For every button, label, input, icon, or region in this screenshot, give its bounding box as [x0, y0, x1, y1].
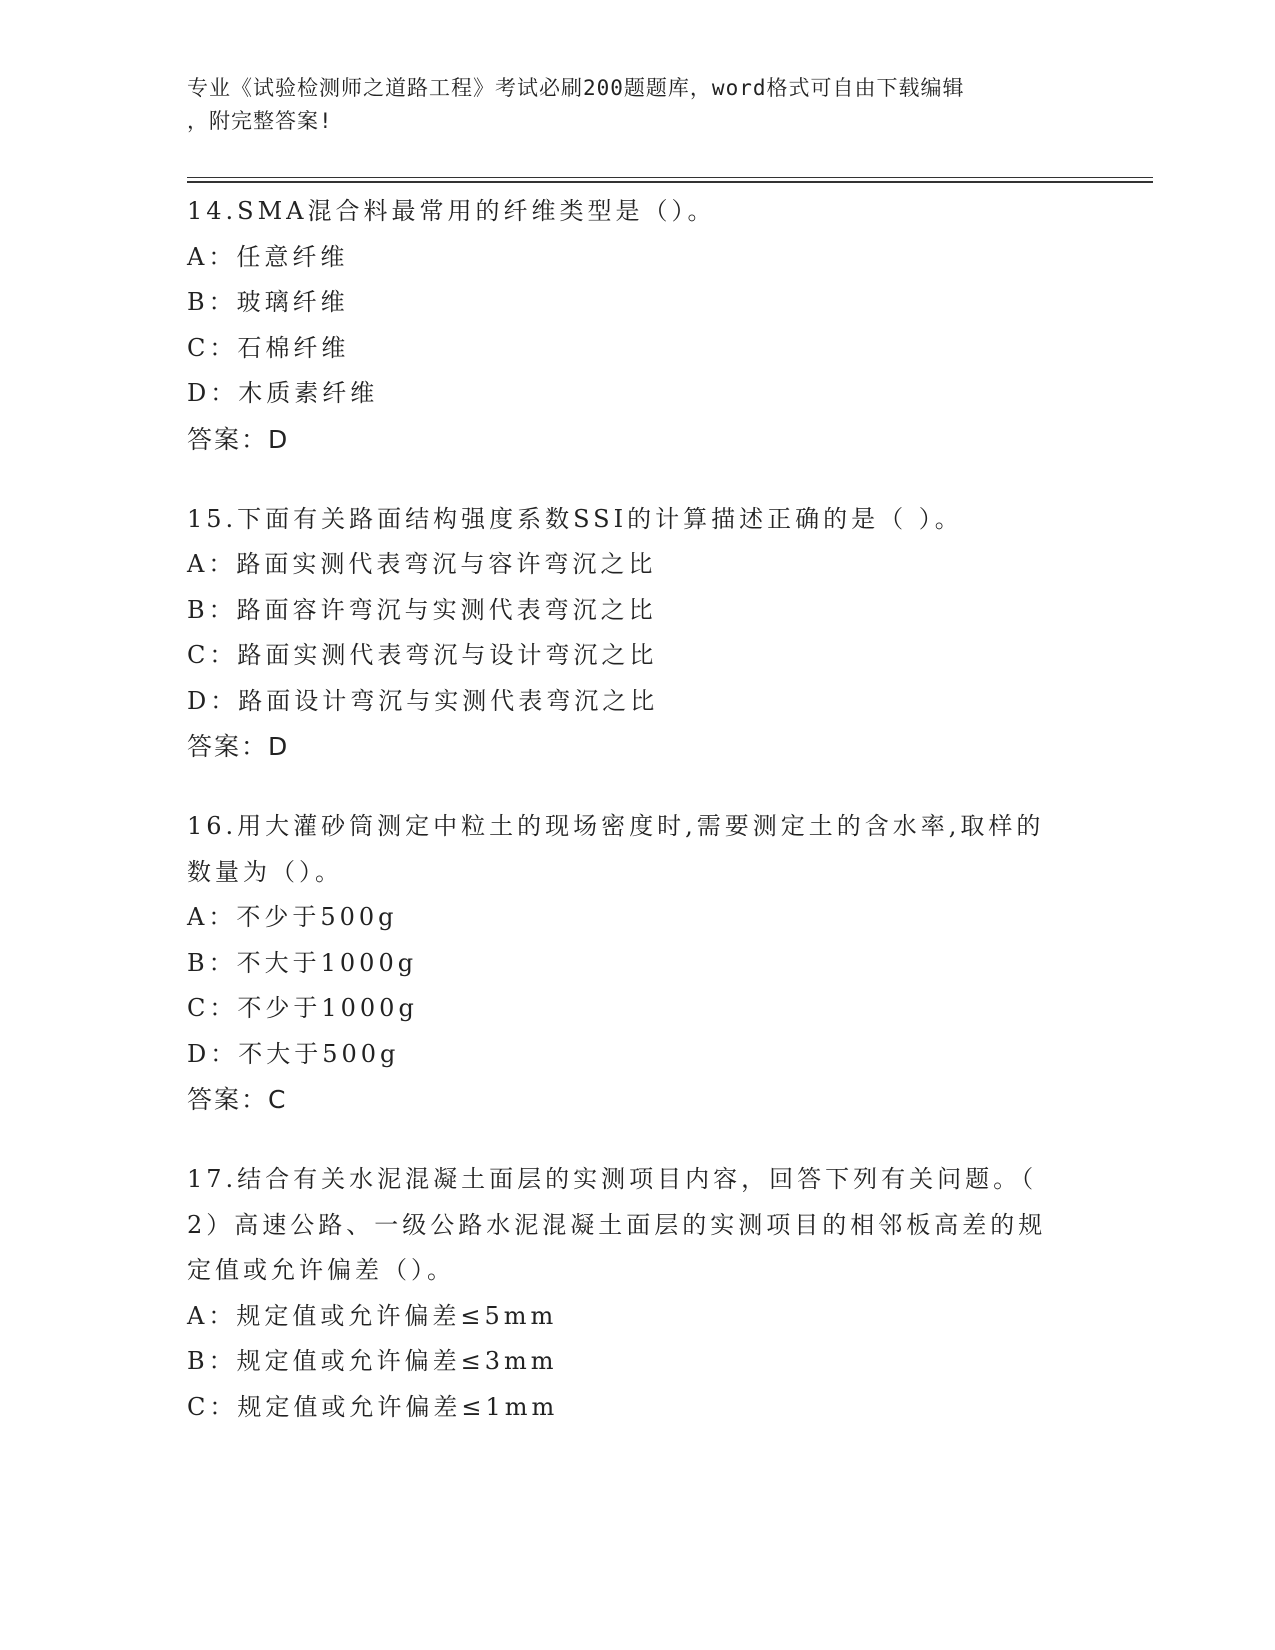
option-d: D：木质素纤维: [187, 379, 379, 407]
question-14: [187, 189, 1087, 462]
option-b: B：规定值或允许偏差≤3mm: [187, 1347, 558, 1375]
option-d: D：路面设计弯沉与实测代表弯沉之比: [187, 686, 659, 715]
option-a: A：不少于500g: [187, 903, 398, 931]
option-b: B：玻璃纤维: [187, 288, 349, 316]
question-stem-line-2: 2）高速公路、一级公路水泥混凝土面层的实测项目的相邻板高差的规: [187, 1210, 1047, 1239]
option-c: C：石棉纤维: [187, 333, 350, 362]
option-c: C：规定值或允许偏差≤1mm: [187, 1392, 559, 1421]
question-16: [187, 804, 1087, 1122]
option-c: C：路面实测代表弯沉与设计弯沉之比: [187, 641, 658, 669]
header-title-line-2: ，附完整答案!: [187, 109, 333, 133]
question-stem-line-1: 16.用大灌砂筒测定中粒土的现场密度时,需要测定土的含水率,取样的: [187, 812, 1045, 840]
document-header: [187, 72, 1067, 138]
option-a: A：任意纤维: [187, 242, 349, 271]
question-stem: 15.下面有关路面结构强度系数SSI的计算描述正确的是（ ）。: [187, 504, 963, 533]
option-a: A：路面实测代表弯沉与容许弯沉之比: [187, 550, 657, 578]
option-b: B：不大于1000g: [187, 948, 418, 977]
question-stem-line-3: 定值或允许偏差（）。: [187, 1256, 455, 1284]
header-title-line-1: 专业《试验检测师之道路工程》考试必刷200题题库，word格式可自由下载编辑: [187, 76, 965, 100]
question-stem: 14.SMA混合料最常用的纤维类型是（）。: [187, 197, 716, 225]
question-15: [187, 497, 1087, 770]
option-a: A：规定值或允许偏差≤5mm: [187, 1301, 558, 1330]
question-stem-line-1: 17.结合有关水泥混凝土面层的实测项目内容，回答下列有关问题。（: [187, 1165, 1038, 1193]
question-stem-line-2: 数量为（）。: [187, 857, 343, 886]
answer-line: 答案：C: [187, 1085, 288, 1114]
question-list: [187, 189, 1087, 1465]
option-b: B：路面容许弯沉与实测代表弯沉之比: [187, 595, 657, 624]
header-divider-thin: [187, 177, 1153, 178]
answer-line: 答案：D: [187, 732, 290, 761]
header-divider-thick: [187, 181, 1153, 183]
answer-line: 答案：D: [187, 424, 290, 454]
option-d: D：不大于500g: [187, 1039, 400, 1068]
option-c: C：不少于1000g: [187, 994, 418, 1022]
question-17: [187, 1157, 1087, 1430]
